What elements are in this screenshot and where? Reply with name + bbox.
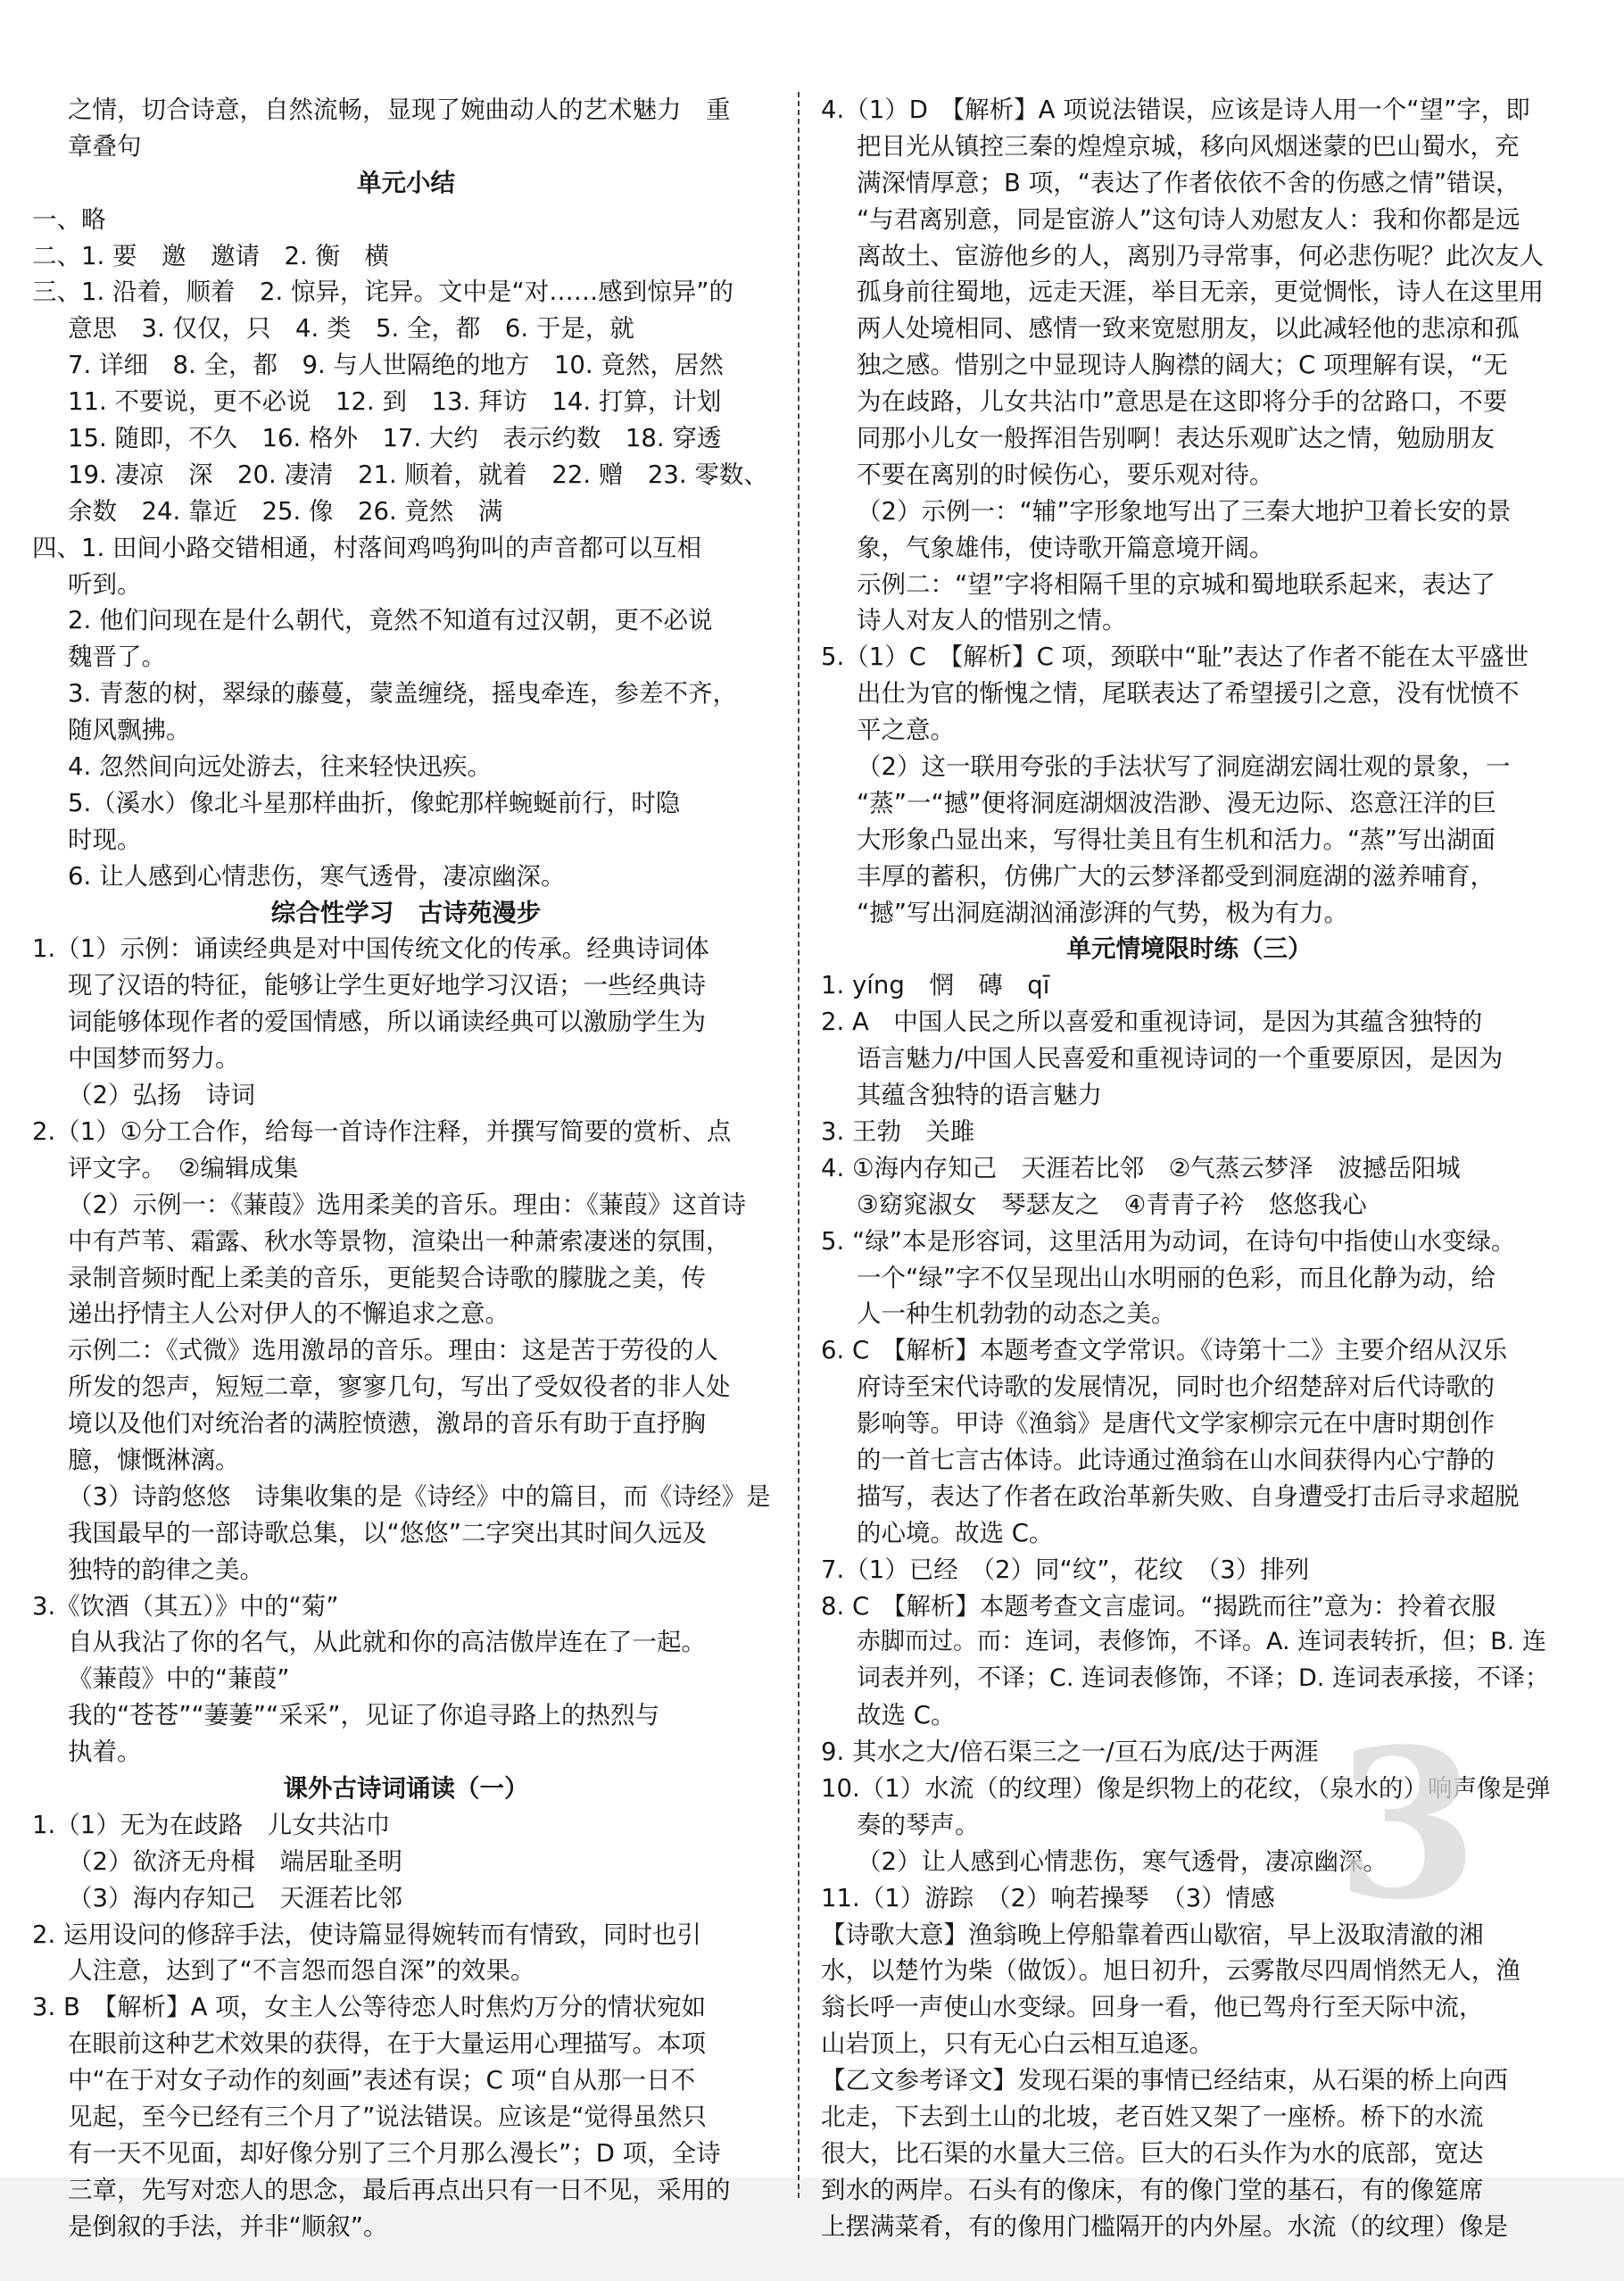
text-line: 3. B 【解析】A 项，女主人公等待恋人时焦灼万分的情状宛如	[32, 1993, 707, 2022]
text-line: 随风飘拂。	[68, 716, 191, 745]
text-line: 余数 24. 靠近 25. 像 26. 竟然 满	[68, 496, 503, 526]
text-line: 丰厚的蓄积，仿佛广大的云梦泽都受到洞庭湖的滋养哺育，	[857, 861, 1495, 891]
text-line: 所发的怨声，短短二章，寥寥几句，写出了受奴役者的非人处	[68, 1373, 731, 1402]
text-line: 2. 他们问现在是什么朝代，竟然不知道有过汉朝，更不必说	[68, 606, 713, 635]
text-line: 中国梦而努力。	[68, 1044, 240, 1074]
text-line: 中有芦苇、霜露、秋水等景物，渲染出一种萧索凄迷的氛围，	[68, 1226, 731, 1256]
text-line: 三章，先写对恋人的思念，最后再点出只有一日不见，采用的	[68, 2175, 731, 2204]
text-line: 三、1. 沿着，顺着 2. 惊异，诧异。文中是“对……感到惊异”的	[32, 278, 733, 307]
text-line: “蒸”一“撼”便将洞庭湖烟波浩渺、漫无边际、恣意汪洋的巨	[857, 788, 1496, 817]
text-line: 7.（1）已经 （2）同“纹”，花纹 （3）排列	[821, 1555, 1310, 1584]
text-line: 自从我沾了你的名气，从此就和你的高洁傲岸连在了一起。	[68, 1628, 706, 1657]
text-line: 离故土、宦游他乡的人，离别乃寻常事，何必悲伤呢？此次友人	[857, 241, 1544, 270]
text-line: 11. 不要说，更不必说 12. 到 13. 拜访 14. 打算，计划	[68, 387, 722, 417]
column-divider	[798, 92, 800, 2198]
text-line: 6. 让人感到心情悲伤，寒气透骨，凄凉幽深。	[68, 861, 566, 891]
text-line: “撼”写出洞庭湖汹涌澎湃的气势，极为有力。	[857, 898, 1348, 927]
text-line: 平之意。	[857, 716, 955, 745]
text-line: 4.（1）D 【解析】A 项说法错误，应该是诗人用一个“望”字，即	[821, 95, 1530, 124]
text-line: 水，以楚竹为柴（做饭）。旭日初升，云雾散尽四周悄然无人，渔	[821, 1956, 1520, 1986]
text-line: 是倒叙的手法，并非“顺叙”。	[68, 2211, 388, 2241]
text-line: 的心境。故选 C。	[857, 1518, 1054, 1547]
text-line: 评文字。 ②编辑成集	[68, 1153, 299, 1182]
text-line: 3.《饮酒（其五）》中的“菊”	[32, 1591, 339, 1621]
text-line: （3）诗韵悠悠 诗集收集的是《诗经》中的篇目，而《诗经》是	[68, 1481, 771, 1511]
text-line: 3. 青葱的树，翠绿的藤蔓，蒙盖缠绕，摇曳牵连，参差不齐，	[68, 679, 737, 709]
text-line: 19. 凄凉 深 20. 凄清 21. 顺着，就着 22. 赠 23. 零数、	[68, 460, 768, 489]
text-line: 现了汉语的特征，能够让学生更好地学习汉语；一些经典诗	[68, 971, 706, 1000]
text-line: 象，气象雄伟，使诗歌开篇意境开阔。	[857, 533, 1274, 562]
left-column	[32, 92, 780, 2245]
text-line: 8. C 【解析】本题考查文言虚词。“揭跣而往”意为：拎着衣服	[821, 1591, 1496, 1621]
text-line: 《蒹葭》中的“蒹葭”	[68, 1664, 290, 1694]
text-line: 魏晋了。	[68, 643, 166, 672]
text-line: 词能够体现作者的爱国情感，所以诵读经典可以激励学生为	[68, 1008, 706, 1037]
text-line: （2）让人感到心情悲伤，寒气透骨，凄凉幽深。	[857, 1846, 1388, 1876]
text-line: 四、1. 田间小路交错相通，村落间鸡鸣狗叫的声音都可以互相	[32, 533, 701, 562]
text-line: 2.（1）①分工合作，给每一首诗作注释，并撰写简要的赏析、点	[32, 1116, 732, 1146]
text-line: 人一种生机勃勃的动态之美。	[857, 1299, 1176, 1329]
text-line: 5.（溪水）像北斗星那样曲折，像蛇那样蜿蜒前行，时隐	[68, 788, 681, 817]
section-heading: 单元小结	[357, 168, 455, 197]
text-line: 到水的两岸。石头有的像床，有的像门堂的基石，有的像筵席	[821, 2175, 1484, 2204]
text-line: 北走，下去到土山的北坡，老百姓又架了一座桥。桥下的水流	[821, 2102, 1484, 2131]
text-line: 1.（1）无为在歧路 儿女共沾巾	[32, 1810, 391, 1839]
text-line: ③窈窕淑女 琴瑟友之 ④青青子衿 悠悠我心	[857, 1190, 1367, 1219]
text-line: 9. 其水之大/倍石渠三之一/亘石为底/达于两涯	[821, 1738, 1319, 1767]
text-line: （2）欲济无舟楫 端居耻圣明	[68, 1846, 402, 1876]
text-line: 奏的琴声。	[857, 1810, 980, 1839]
text-line: 故选 C。	[857, 1701, 956, 1730]
text-line: 一个“绿”字不仅呈现出山水明丽的色彩，而且化静为动，给	[857, 1263, 1496, 1292]
text-line: 2. A 中国人民之所以喜爱和重视诗词，是因为其蕴含独特的	[821, 1008, 1483, 1037]
text-line: 2. 运用设问的修辞手法，使诗篇显得婉转而有情致，同时也引	[32, 1920, 701, 1949]
text-line: （3）海内存知己 天涯若比邻	[68, 1883, 402, 1912]
text-line: 见起，至今已经有三个月了”说法错误。应该是“觉得虽然只	[68, 2102, 707, 2131]
text-line: 把目光从镇控三秦的煌煌京城，移向风烟迷蒙的巴山蜀水，充	[857, 131, 1520, 161]
section-heading: 综合性学习 古诗苑漫步	[270, 898, 542, 927]
section-heading: 单元情境限时练（三）	[1066, 934, 1313, 964]
text-line: （2）这一联用夸张的手法状写了洞庭湖宏阔壮观的景象，一	[857, 752, 1511, 782]
text-line: 山岩顶上，只有无心白云相互追逐。	[821, 2029, 1214, 2059]
text-line: 独特的韵律之美。	[68, 1555, 264, 1584]
text-line: 翁长呼一声使山水变绿。回身一看，他已驾舟行至天际中流，	[821, 1993, 1484, 2022]
text-line: 不要在离别的时候伤心，要乐观对待。	[857, 460, 1274, 489]
text-line: 4. 忽然间向远处游去，往来轻快迅疾。	[68, 752, 492, 782]
text-line: 6. C 【解析】本题考查文学常识。《诗第十二》主要介绍从汉乐	[821, 1336, 1508, 1365]
text-line: 两人处境相同、感情一致来宽慰朋友，以此减轻他的悲凉和孤	[857, 314, 1520, 344]
text-line: 独之感。惜别之中显现诗人胸襟的阔大；C 项理解有误，“无	[857, 351, 1508, 380]
text-line: 3. 王勃 关雎	[821, 1116, 975, 1146]
text-line: 臆，慷慨淋漓。	[68, 1445, 240, 1474]
text-line: 出仕为官的惭愧之情，尾联表达了希望援引之意，没有忧愤不	[857, 679, 1520, 709]
text-line: 很大，比石渠的水量大三倍。巨大的石头作为水的底部，宽达	[821, 2138, 1484, 2168]
text-line: 5. “绿”本是形容词，这里活用为动词，在诗句中指使山水变绿。	[821, 1226, 1516, 1256]
text-line: 示例二：“望”字将相隔千里的京城和蜀地联系起来，表达了	[857, 569, 1496, 599]
text-line: 递出抒情主人公对伊人的不懈追求之意。	[68, 1299, 510, 1329]
text-line: 一、略	[32, 204, 106, 234]
text-line: 境以及他们对统治者的满腔愤懑，激昂的音乐有助于直抒胸	[68, 1409, 706, 1439]
text-line: 我国最早的一部诗歌总集，以“悠悠”二字突出其时间久远及	[68, 1518, 707, 1547]
text-line: 1. yíng 惘 磚 qī	[821, 971, 1050, 1000]
section-heading: 课外古诗词诵读（一）	[283, 1773, 529, 1803]
text-line: 满深情厚意；B 项，“表达了作者依依不舍的伤感之情”错误，	[857, 168, 1520, 197]
text-line: 示例二：《式微》选用激昂的音乐。理由：这是苦于劳役的人	[68, 1336, 718, 1365]
text-line: 5.（1）C 【解析】C 项，颈联中“耻”表达了作者不能在太平盛世	[821, 643, 1529, 672]
text-line: 10.（1）水流（的纹理）像是织物上的花纹，（泉水的）响声像是弹	[821, 1773, 1551, 1803]
text-line: “与君离别意，同是宦游人”这句诗人劝慰友人：我和你都是远	[857, 204, 1520, 234]
text-line: 执着。	[68, 1738, 142, 1767]
text-line: 在眼前这种艺术效果的获得，在于大量运用心理描写。本项	[68, 2029, 706, 2059]
text-line: 听到。	[68, 569, 142, 599]
text-line: 上摆满菜肴，有的像用门槛隔开的内外屋。水流（的纹理）像是	[821, 2211, 1508, 2241]
text-line: 描写，表达了作者在政治革新失败、自身遭受打击后寻求超脱	[857, 1481, 1520, 1511]
text-line: 为在歧路，儿女共沾巾”意思是在这即将分手的岔路口，不要	[857, 387, 1508, 417]
text-line: 的一首七言古体诗。此诗通过渔翁在山水间获得内心宁静的	[857, 1445, 1495, 1474]
text-line: 词表并列，不译；C. 连词表修饰，不译；D. 连词表承接，不译；	[857, 1664, 1549, 1693]
text-line: 同那小儿女一般挥泪告别啊！表达乐观旷达之情，勉励朋友	[857, 424, 1495, 453]
text-line: 诗人对友人的惜别之情。	[857, 606, 1127, 635]
text-line: 7. 详细 8. 全，都 9. 与人世隔绝的地方 10. 竟然，居然	[68, 351, 724, 380]
text-line: 15. 随即，不久 16. 格外 17. 大约 表示约数 18. 穿透	[68, 424, 722, 453]
text-line: （2）弘扬 诗词	[68, 1081, 255, 1110]
text-line: 4. ①海内存知己 天涯若比邻 ②气蒸云梦泽 波撼岳阳城	[821, 1153, 1461, 1182]
text-line: 语言魅力/中国人民喜爱和重视诗词的一个重要原因，是因为	[857, 1044, 1504, 1074]
text-line: 孤身前往蜀地，远走天涯，举目无亲，更觉惆怅，诗人在这里用	[857, 278, 1544, 307]
text-line: 1.（1）示例：诵读经典是对中国传统文化的传承。经典诗词体	[32, 934, 709, 964]
text-line: 二、1. 要 邀 邀请 2. 衡 横	[32, 241, 389, 270]
text-line: 府诗至宋代诗歌的发展情况，同时也介绍楚辞对后代诗歌的	[857, 1373, 1495, 1402]
text-line: （2）示例一：“辅”字形象地写出了三秦大地护卫着长安的景	[857, 496, 1512, 526]
text-line: 影响等。甲诗《渔翁》是唐代文学家柳宗元在中唐时期创作	[857, 1409, 1495, 1439]
text-line: 录制音频时配上柔美的音乐，更能契合诗歌的朦胧之美，传	[68, 1263, 706, 1292]
page-number-watermark: 3	[1335, 1705, 1479, 1945]
text-line: 【乙文参考译文】发现石渠的事情已经结束，从石渠的桥上向西	[821, 2066, 1508, 2095]
text-line: 11.（1）游踪 （2）响若操琴 （3）情感	[821, 1883, 1275, 1912]
text-line: 大形象凸显出来，写得壮美且有生机和活力。“蒸”写出湖面	[857, 825, 1496, 854]
text-line: 中“在于对女子动作的刻画”表述有误；C 项“自从那一日不	[68, 2066, 696, 2095]
text-line: 【诗歌大意】渔翁晚上停船靠着西山歇宿，早上汲取清澈的湘	[821, 1920, 1484, 1949]
text-line: 意思 3. 仅仅，只 4. 类 5. 全，都 6. 于是，就	[68, 314, 634, 344]
text-line: （2）示例一：《蒹葭》选用柔美的音乐。理由：《蒹葭》这首诗	[68, 1190, 746, 1219]
text-line: 人注意，达到了“不言怨而怨自深”的效果。	[68, 1956, 535, 1986]
text-line: 赤脚而过。而：连词，表修饰，不译。A. 连词表转折，但；B. 连	[857, 1628, 1546, 1656]
text-line: 我的“苍苍”“萋萋”“采采”，见证了你追寻路上的热烈与	[68, 1701, 659, 1730]
text-line: 其蕴含独特的语言魅力	[857, 1081, 1102, 1110]
text-line: 有一天不见面，却好像分别了三个月那么漫长”；D 项，全诗	[68, 2138, 721, 2168]
text-line: 之情，切合诗意，自然流畅，显现了婉曲动人的艺术魅力 重	[68, 95, 731, 124]
text-line: 章叠句	[68, 131, 142, 161]
text-line: 时现。	[68, 825, 142, 854]
